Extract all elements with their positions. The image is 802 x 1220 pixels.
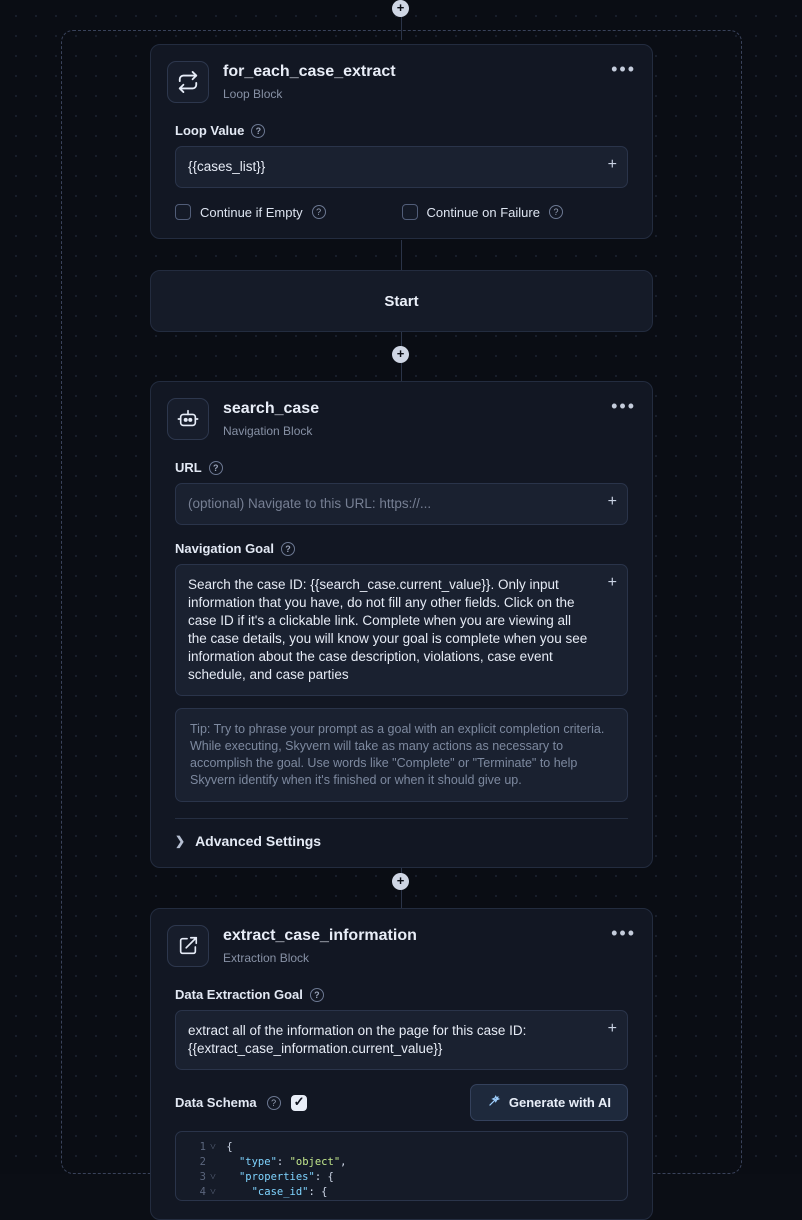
- extraction-block-header: [151, 909, 652, 973]
- extraction-block-menu-button[interactable]: •••: [611, 923, 636, 943]
- add-node-button-after-navigation[interactable]: +: [392, 873, 409, 890]
- extraction-block-title: extract_case_information: [223, 927, 417, 944]
- data-schema-row: [175, 1084, 628, 1121]
- data-schema-editor[interactable]: [175, 1131, 628, 1201]
- help-icon[interactable]: ?: [281, 542, 295, 556]
- code-line: 2 "type": "object",: [199, 1156, 347, 1168]
- extraction-goal-label: Data Extraction Goal: [175, 987, 303, 1002]
- data-schema-checkbox[interactable]: [291, 1095, 307, 1111]
- generate-with-ai-button[interactable]: [470, 1084, 628, 1121]
- help-icon[interactable]: ?: [312, 205, 326, 219]
- loop-block[interactable]: [150, 44, 653, 239]
- extraction-goal-input[interactable]: [175, 1010, 628, 1070]
- generate-with-ai-label: Generate with AI: [508, 1095, 611, 1110]
- add-node-button-top[interactable]: +: [392, 0, 409, 17]
- loop-value-text: {{cases_list}}: [188, 159, 266, 174]
- loop-icon: [167, 61, 209, 103]
- extraction-block-body: [151, 973, 652, 1219]
- loop-options-row: [175, 204, 628, 220]
- code-line: 3 ˅ "properties": {: [199, 1171, 334, 1183]
- advanced-settings-toggle[interactable]: [175, 833, 628, 849]
- extract-icon: [167, 925, 209, 967]
- navigation-block-subtitle: Navigation Block: [223, 424, 313, 438]
- loop-block-header: [151, 45, 652, 109]
- navigation-goal-tip: Tip: Try to phrase your prompt as a goal with an explicit completion criteria. While executing, Skyvern will take as many actions as necessary to accomplish the goal. Use words like "Complete" or "Terminate" to help Skyvern identify when it's finished or when it should give up.: [175, 708, 628, 802]
- navigation-block-title: search_case: [223, 400, 320, 417]
- extraction-goal-text: extract all of the information on the page for this case ID: {{extract_case_information.current_value}}: [188, 1023, 527, 1056]
- continue-if-empty-option[interactable]: [175, 204, 402, 220]
- continue-if-empty-checkbox[interactable]: [175, 204, 191, 220]
- help-icon[interactable]: ?: [267, 1096, 281, 1110]
- url-label-row: [175, 460, 628, 475]
- loop-block-body: [151, 109, 652, 238]
- extraction-goal-label-row: [175, 987, 628, 1002]
- add-parameter-icon[interactable]: +: [607, 493, 617, 510]
- code-line: 4 ˅ "case_id": {: [199, 1186, 328, 1198]
- navigation-block[interactable]: [150, 381, 653, 868]
- loop-value-label: Loop Value: [175, 123, 245, 138]
- continue-on-failure-checkbox[interactable]: [402, 204, 418, 220]
- help-icon[interactable]: ?: [549, 205, 563, 219]
- continue-on-failure-label: Continue on Failure: [426, 204, 540, 220]
- navigation-block-body: [151, 446, 652, 867]
- loop-block-title: for_each_case_extract: [223, 63, 396, 80]
- code-line: 1 ˅ {: [199, 1141, 233, 1153]
- navigation-block-menu-button[interactable]: •••: [611, 396, 636, 416]
- add-parameter-icon[interactable]: +: [607, 156, 617, 173]
- url-label: URL: [175, 460, 202, 475]
- loop-block-subtitle: Loop Block: [223, 87, 283, 101]
- url-input[interactable]: [175, 483, 628, 525]
- continue-on-failure-option[interactable]: [402, 204, 563, 220]
- chevron-right-icon: ❯: [175, 834, 186, 848]
- divider: [175, 818, 628, 819]
- data-schema-label: Data Schema: [175, 1095, 257, 1110]
- continue-if-empty-label: Continue if Empty: [200, 204, 303, 220]
- robot-icon: [167, 398, 209, 440]
- loop-value-label-row: [175, 123, 628, 138]
- add-parameter-icon[interactable]: +: [607, 574, 617, 591]
- loop-block-menu-button[interactable]: •••: [611, 59, 636, 79]
- extraction-block-subtitle: Extraction Block: [223, 951, 310, 965]
- extraction-block[interactable]: [150, 908, 653, 1220]
- navigation-goal-text: Search the case ID: {{search_case.current_value}}. Only input information that you have, do not fill any other fields. Click on the case ID if it's a clickable link. Complete when you are viewing all the case details, you will know your goal is complete when you see information about the case description, violations, case event schedule, and case parties: [188, 577, 588, 682]
- sparkle-icon: [487, 1094, 501, 1111]
- navigation-goal-input[interactable]: [175, 564, 628, 696]
- advanced-settings-label: Advanced Settings: [195, 833, 322, 849]
- navigation-block-header: [151, 382, 652, 446]
- help-icon[interactable]: ?: [209, 461, 223, 475]
- navigation-goal-label-row: [175, 541, 628, 556]
- loop-value-input[interactable]: [175, 146, 628, 188]
- navigation-goal-label: Navigation Goal: [175, 541, 274, 556]
- start-block[interactable]: [150, 270, 653, 332]
- add-node-button-after-start[interactable]: +: [392, 346, 409, 363]
- start-label: Start: [384, 292, 419, 310]
- help-icon[interactable]: ?: [310, 988, 324, 1002]
- help-icon[interactable]: ?: [251, 124, 265, 138]
- url-placeholder-text: (optional) Navigate to this URL: https://...: [188, 496, 432, 511]
- add-parameter-icon[interactable]: +: [607, 1020, 617, 1037]
